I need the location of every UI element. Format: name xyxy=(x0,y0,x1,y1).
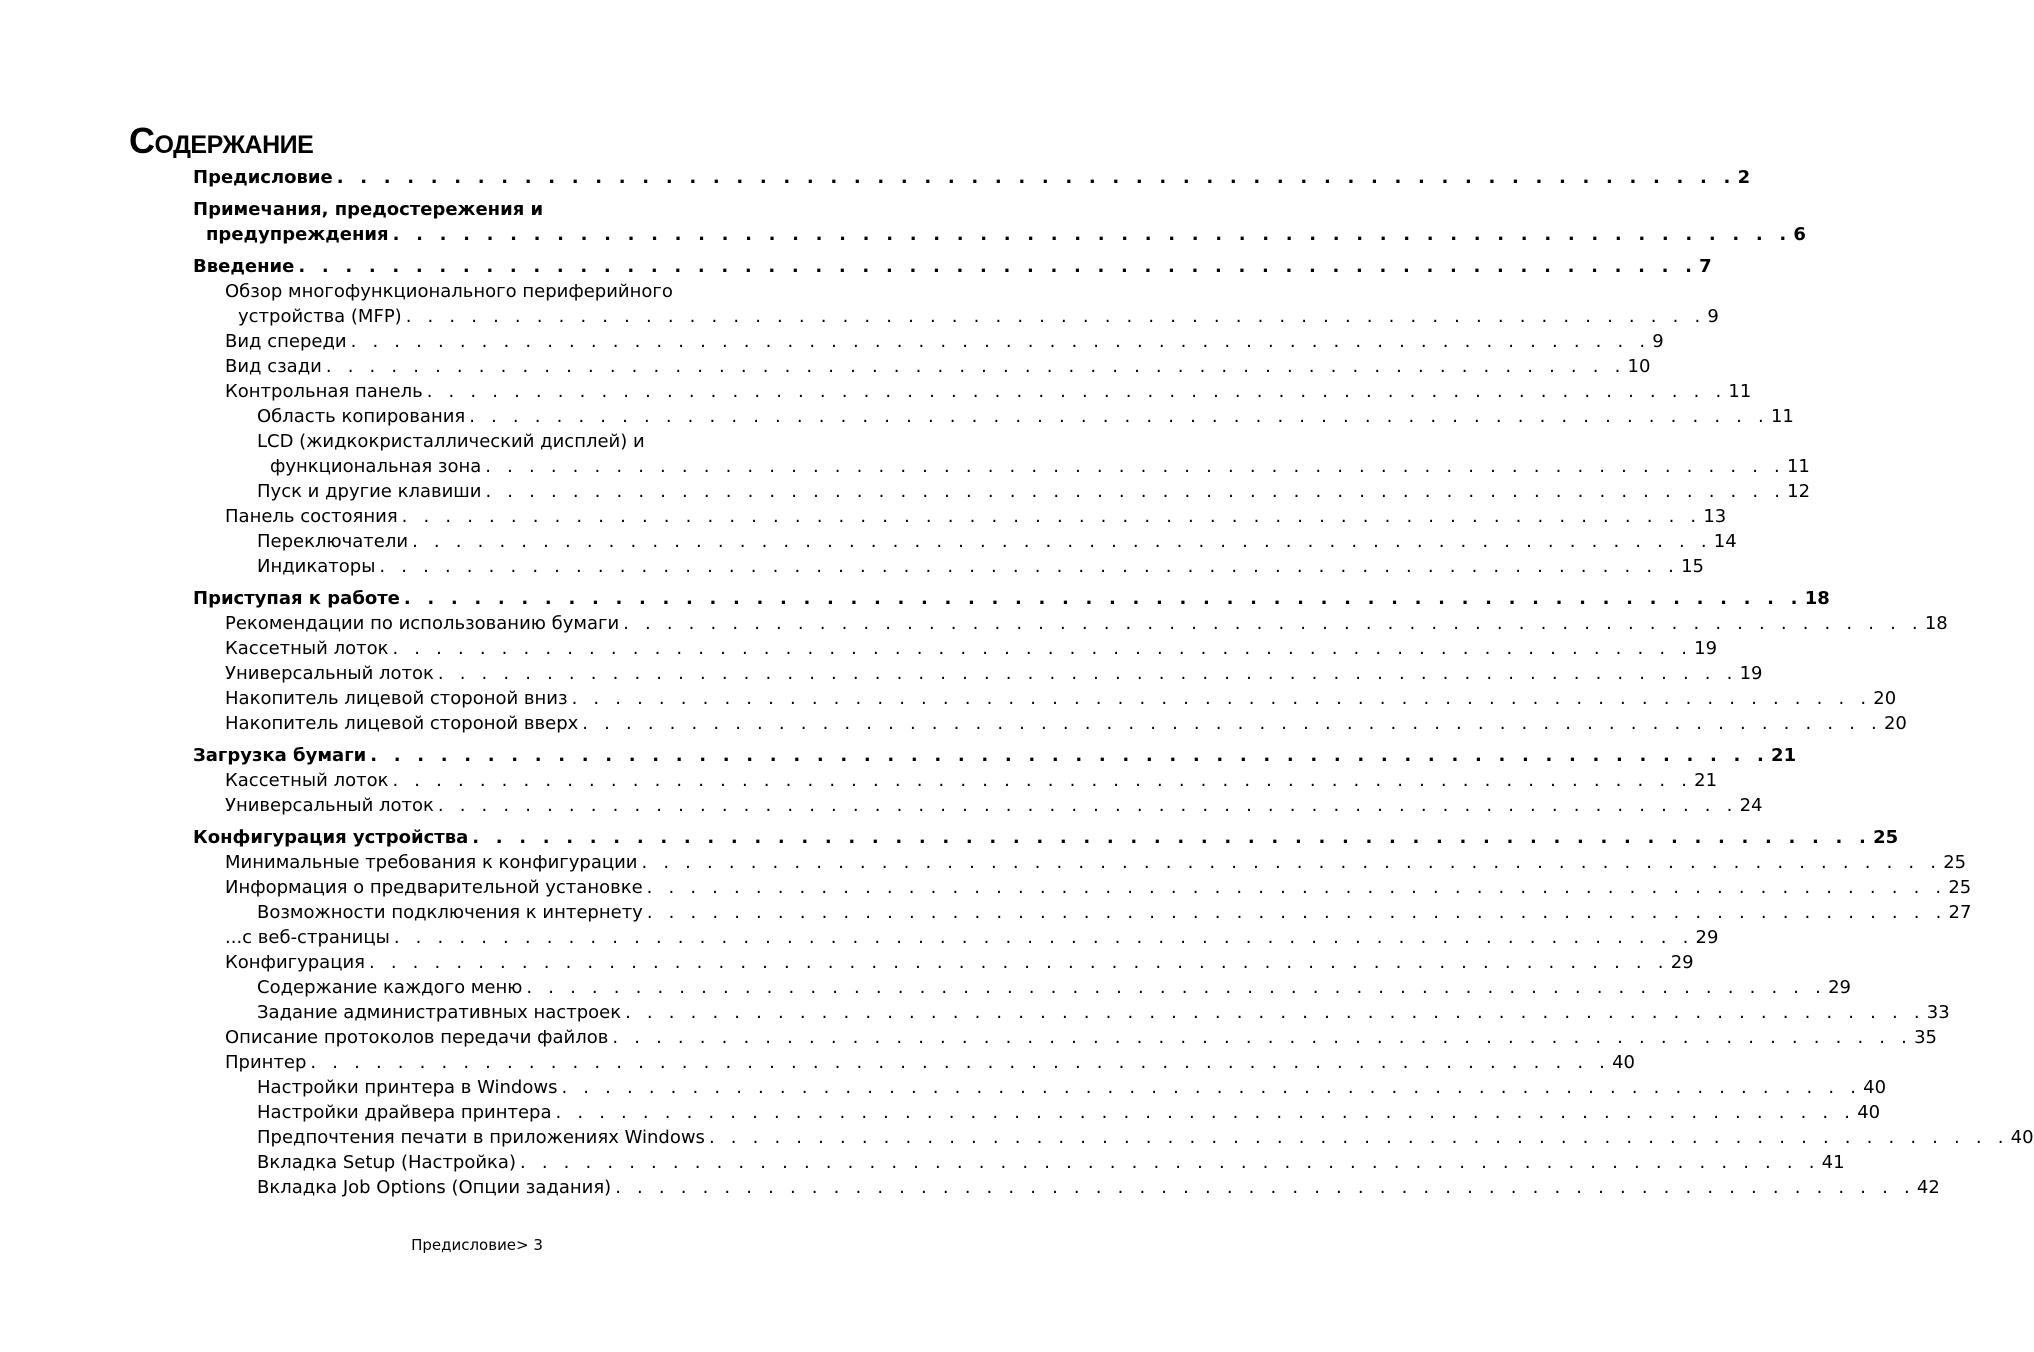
toc-entry-page-number: 20 xyxy=(1883,713,1907,734)
toc-entry-label: Приступая к работе xyxy=(193,588,400,609)
toc-entry[interactable] xyxy=(0,1050,1636,1075)
toc-entry[interactable] xyxy=(0,504,1727,529)
toc-entry-page-number: 14 xyxy=(1713,531,1737,552)
toc-entry-page-number: 20 xyxy=(1873,688,1897,709)
toc-entry-label: Рекомендации по использованию бумаги xyxy=(225,613,620,634)
toc-entry xyxy=(0,429,954,454)
toc-entry[interactable] xyxy=(0,1025,1937,1050)
dot-leader: . . . . . . . . . . . . . . . . . . . . . . . . . . . . . . . . . . . . . . . . . . . . . . . . . . . . . . . . . . . . xyxy=(526,977,1827,998)
toc-entry[interactable] xyxy=(0,222,1806,247)
dot-leader: . . . . . . . . . . . . . . . . . . . . . . . . . . . . . . . . . . . . . . . . . . . . . . . . . . . . . . . . . . . . xyxy=(623,613,1923,634)
toc-entry[interactable] xyxy=(0,793,1763,818)
dot-leader: . . . . . . . . . . . . . . . . . . . . . . . . . . . . . . . . . . . . . . . . . . . . . . . . . . . . . . . . . . . . xyxy=(392,770,1693,791)
toc-entry-label: Конфигурация xyxy=(225,952,365,973)
toc-entry[interactable] xyxy=(0,850,1967,875)
dot-leader: . . . . . . . . . . . . . . . . . . . . . . . . . . . . . . . . . . . . . . . . . . . . . . . . . . . . . . . . . . . . xyxy=(519,1152,1820,1173)
toc-entry[interactable] xyxy=(0,586,1830,611)
dot-leader: . . . . . . . . . . . . . . . . . . . . . . . . . . . . . . . . . . . . . . . . . . . . . . . . . . . . . . . . . . . . xyxy=(485,456,1785,477)
toc-entry-page-number: 19 xyxy=(1739,663,1763,684)
toc-entry-label: Универсальный лоток xyxy=(225,663,434,684)
toc-entry-page-number: 24 xyxy=(1739,795,1763,816)
page-footer xyxy=(0,1236,954,1254)
toc-entry-page-number: 9 xyxy=(1652,331,1664,352)
toc-entry-page-number: 25 xyxy=(1943,852,1967,873)
toc-entry-page-number: 10 xyxy=(1627,356,1651,377)
toc-entry-label: Конфигурация устройства xyxy=(193,827,469,848)
toc-entry-label: Вкладка Setup (Настройка) xyxy=(257,1152,516,1173)
toc-entry[interactable] xyxy=(0,554,1705,579)
toc-entry-label: Информация о предварительной установке xyxy=(225,877,643,898)
dot-leader: . . . . . . . . . . . . . . . . . . . . . . . . . . . . . . . . . . . . . . . . . . . . . . . . . . . . . . . . . . . . xyxy=(582,713,1882,734)
dot-leader: . . . . . . . . . . . . . . . . . . . . . . . . . . . . . . . . . . . . . . . . . . . . . . . . . . . . . . . . . . . . xyxy=(325,356,1626,377)
toc-entry-page-number: 21 xyxy=(1771,745,1797,766)
table-of-contents xyxy=(0,165,2034,1200)
toc-entry[interactable] xyxy=(0,529,1737,554)
toc-entry-label: Введение xyxy=(193,256,295,277)
toc-entry-label: устройства (MFP) xyxy=(238,306,402,327)
toc-entry-page-number: 9 xyxy=(1707,306,1719,327)
dot-leader: . . . . . . . . . . . . . . . . . . . . . . . . . . . . . . . . . . . . . . . . . . . . . . . . . . . . . . . . . . . . xyxy=(403,588,1803,609)
dot-leader: . . . . . . . . . . . . . . . . . . . . . . . . . . . . . . . . . . . . . . . . . . . . . . . . . . . . . . . . . . . . xyxy=(615,1177,1915,1198)
toc-entry[interactable] xyxy=(0,454,1810,479)
dot-leader: . . . . . . . . . . . . . . . . . . . . . . . . . . . . . . . . . . . . . . . . . . . . . . . . . . . . . . . . . . . . xyxy=(708,1127,2009,1148)
toc-entry[interactable] xyxy=(0,1000,1950,1025)
toc-entry-label: Обзор многофункционального периферийного xyxy=(225,281,673,302)
toc-entry[interactable] xyxy=(0,975,1851,1000)
toc-entry-page-number: 19 xyxy=(1694,638,1718,659)
dot-leader: . . . . . . . . . . . . . . . . . . . . . . . . . . . . . . . . . . . . . . . . . . . . . . . . . . . . . . . . . . . . xyxy=(426,381,1727,402)
toc-entry-label: Индикаторы xyxy=(257,556,376,577)
toc-entry-label: Примечания, предостережения и xyxy=(193,199,544,220)
page-title-rest: ОДЕРЖАНИЕ xyxy=(154,131,314,159)
toc-entry-label: Загрузка бумаги xyxy=(193,745,367,766)
toc-entry-page-number: 18 xyxy=(1924,613,1948,634)
toc-entry[interactable] xyxy=(0,1075,1887,1100)
toc-entry xyxy=(0,279,954,304)
dot-leader: . . . . . . . . . . . . . . . . . . . . . . . . . . . . . . . . . . . . . . . . . . . . . . . . . . . . . . . . . . . . xyxy=(571,688,1872,709)
dot-leader: . . . . . . . . . . . . . . . . . . . . . . . . . . . . . . . . . . . . . . . . . . . . . . . . . . . . . . . . . . . . xyxy=(646,877,1947,898)
dot-leader: . . . . . . . . . . . . . . . . . . . . . . . . . . . . . . . . . . . . . . . . . . . . . . . . . . . . . . . . . . . . xyxy=(350,331,1651,352)
toc-entry[interactable] xyxy=(0,636,1718,661)
toc-entry-page-number: 25 xyxy=(1873,827,1899,848)
toc-entry-page-number: 41 xyxy=(1821,1152,1845,1173)
toc-entry-page-number: 15 xyxy=(1681,556,1705,577)
dot-leader: . . . . . . . . . . . . . . . . . . . . . . . . . . . . . . . . . . . . . . . . . . . . . . . . . . . . . . . . . . . . xyxy=(336,167,1736,188)
dot-leader: . . . . . . . . . . . . . . . . . . . . . . . . . . . . . . . . . . . . . . . . . . . . . . . . . . . . . . . . . . . . xyxy=(298,256,1698,277)
dot-leader: . . . . . . . . . . . . . . . . . . . . . . . . . . . . . . . . . . . . . . . . . . . . . . . . . . . . . . . . . . . . xyxy=(641,852,1942,873)
toc-entry-label: Кассетный лоток xyxy=(225,638,389,659)
toc-entry-label: Контрольная панель xyxy=(225,381,423,402)
dot-leader: . . . . . . . . . . . . . . . . . . . . . . . . . . . . . . . . . . . . . . . . . . . . . . . . . . . . . . . . . . . . xyxy=(369,952,1669,973)
toc-entry-label: Область копирования xyxy=(257,406,466,427)
toc-entry-label: Предисловие xyxy=(193,167,333,188)
toc-entry[interactable] xyxy=(0,900,1972,925)
toc-entry[interactable] xyxy=(0,925,1719,950)
toc-entry[interactable] xyxy=(0,1150,1845,1175)
toc-entry-page-number: 29 xyxy=(1695,927,1719,948)
toc-entry-label: ...с веб-страницы xyxy=(225,927,390,948)
dot-leader: . . . . . . . . . . . . . . . . . . . . . . . . . . . . . . . . . . . . . . . . . . . . . . . . . . . . . . . . . . . . xyxy=(412,531,1712,552)
dot-leader: . . . . . . . . . . . . . . . . . . . . . . . . . . . . . . . . . . . . . . . . . . . . . . . . . . . . . . . . . . . . xyxy=(469,406,1769,427)
toc-entry-page-number: 2 xyxy=(1737,167,1751,188)
toc-entry[interactable] xyxy=(0,354,1651,379)
toc-entry-page-number: 40 xyxy=(2010,1127,2034,1148)
dot-leader: . . . . . . . . . . . . . . . . . . . . . . . . . . . . . . . . . . . . . . . . . . . . . . . . . . . . . . . . . . . . xyxy=(393,927,1694,948)
toc-entry-page-number: 29 xyxy=(1828,977,1851,998)
dot-leader: . . . . . . . . . . . . . . . . . . . . . . . . . . . . . . . . . . . . . . . . . . . . . . . . . . . . . . . . . . . . xyxy=(437,663,1738,684)
toc-entry[interactable] xyxy=(0,950,1694,975)
toc-entry-label: Панель состояния xyxy=(225,506,398,527)
toc-entry[interactable] xyxy=(0,825,1899,850)
dot-leader: . . . . . . . . . . . . . . . . . . . . . . . . . . . . . . . . . . . . . . . . . . . . . . . . . . . . . . . . . . . . xyxy=(625,1002,1925,1023)
dot-leader: . . . . . . . . . . . . . . . . . . . . . . . . . . . . . . . . . . . . . . . . . . . . . . . . . . . . . . . . . . . . xyxy=(646,902,1947,923)
toc-entry-page-number: 40 xyxy=(1612,1052,1636,1073)
toc-entry-page-number: 42 xyxy=(1916,1177,1940,1198)
toc-entry-label: предупреждения xyxy=(206,224,389,245)
toc-entry-label: Принтер xyxy=(225,1052,307,1073)
toc-entry-label: Содержание каждого меню xyxy=(257,977,523,998)
dot-leader: . . . . . . . . . . . . . . . . . . . . . . . . . . . . . . . . . . . . . . . . . . . . . . . . . . . . . . . . . . . . xyxy=(310,1052,1611,1073)
toc-entry-label: Накопитель лицевой стороной вниз xyxy=(225,688,568,709)
toc-entry[interactable] xyxy=(0,743,1797,768)
dot-leader: . . . . . . . . . . . . . . . . . . . . . . . . . . . . . . . . . . . . . . . . . . . . . . . . . . . . . . . . . . . . xyxy=(392,224,1792,245)
toc-entry-page-number: 40 xyxy=(1863,1077,1887,1098)
dot-leader: . . . . . . . . . . . . . . . . . . . . . . . . . . . . . . . . . . . . . . . . . . . . . . . . . . . . . . . . . . . . xyxy=(401,506,1702,527)
dot-leader: . . . . . . . . . . . . . . . . . . . . . . . . . . . . . . . . . . . . . . . . . . . . . . . . . . . . . . . . . . . . xyxy=(472,827,1872,848)
toc-entry-label: LCD (жидкокристаллический дисплей) и xyxy=(257,431,645,452)
toc-entry-page-number: 12 xyxy=(1787,481,1811,502)
toc-entry-page-number: 11 xyxy=(1786,456,1810,477)
dot-leader: . . . . . . . . . . . . . . . . . . . . . . . . . . . . . . . . . . . . . . . . . . . . . . . . . . . . . . . . . . . . xyxy=(437,795,1738,816)
dot-leader: . . . . . . . . . . . . . . . . . . . . . . . . . . . . . . . . . . . . . . . . . . . . . . . . . . . . . . . . . . . . xyxy=(370,745,1770,766)
toc-entry-label: функциональная зона xyxy=(270,456,482,477)
toc-entry-page-number: 11 xyxy=(1728,381,1752,402)
toc-entry[interactable] xyxy=(0,768,1718,793)
dot-leader: . . . . . . . . . . . . . . . . . . . . . . . . . . . . . . . . . . . . . . . . . . . . . . . . . . . . . . . . . . . . xyxy=(379,556,1680,577)
toc-entry-page-number: 27 xyxy=(1948,902,1972,923)
toc-entry xyxy=(0,197,954,222)
toc-entry[interactable] xyxy=(0,304,1719,329)
toc-entry-page-number: 11 xyxy=(1770,406,1794,427)
footer-text: Предисловие> 3 xyxy=(411,1236,543,1254)
toc-entry-page-number: 40 xyxy=(1857,1102,1881,1123)
toc-entry[interactable] xyxy=(0,329,1664,354)
toc-entry-page-number: 29 xyxy=(1670,952,1694,973)
toc-entry-label: Вид спереди xyxy=(225,331,347,352)
toc-entry[interactable] xyxy=(0,379,1752,404)
toc-entry-page-number: 7 xyxy=(1699,256,1712,277)
toc-entry-page-number: 18 xyxy=(1804,588,1830,609)
toc-entry[interactable] xyxy=(0,165,1751,190)
toc-entry[interactable] xyxy=(0,1100,1881,1125)
toc-entry-label: Вкладка Job Options (Опции задания) xyxy=(257,1177,612,1198)
dot-leader: . . . . . . . . . . . . . . . . . . . . . . . . . . . . . . . . . . . . . . . . . . . . . . . . . . . . . . . . . . . . xyxy=(392,638,1693,659)
dot-leader: . . . . . . . . . . . . . . . . . . . . . . . . . . . . . . . . . . . . . . . . . . . . . . . . . . . . . . . . . . . . xyxy=(561,1077,1862,1098)
toc-entry-label: Задание административных настроек xyxy=(257,1002,622,1023)
toc-entry-page-number: 33 xyxy=(1926,1002,1950,1023)
page-title xyxy=(129,120,313,162)
dot-leader: . . . . . . . . . . . . . . . . . . . . . . . . . . . . . . . . . . . . . . . . . . . . . . . . . . . . . . . . . . . . xyxy=(612,1027,1913,1048)
toc-entry-label: Возможности подключения к интернету xyxy=(257,902,643,923)
toc-entry-label: Пуск и другие клавиши xyxy=(257,481,482,502)
dot-leader: . . . . . . . . . . . . . . . . . . . . . . . . . . . . . . . . . . . . . . . . . . . . . . . . . . . . . . . . . . . . xyxy=(555,1102,1856,1123)
dot-leader: . . . . . . . . . . . . . . . . . . . . . . . . . . . . . . . . . . . . . . . . . . . . . . . . . . . . . . . . . . . . xyxy=(485,481,1786,502)
toc-entry[interactable] xyxy=(0,479,1811,504)
toc-entry-page-number: 13 xyxy=(1703,506,1727,527)
toc-entry[interactable] xyxy=(0,1125,2034,1150)
toc-entry-label: Универсальный лоток xyxy=(225,795,434,816)
toc-entry-label: Вид сзади xyxy=(225,356,322,377)
toc-entry-label: Кассетный лоток xyxy=(225,770,389,791)
toc-entry-label: Настройки драйвера принтера xyxy=(257,1102,552,1123)
toc-entry[interactable] xyxy=(0,611,1948,636)
toc-entry-page-number: 6 xyxy=(1793,224,1806,245)
toc-entry-label: Описание протоколов передачи файлов xyxy=(225,1027,609,1048)
toc-entry[interactable] xyxy=(0,1175,1940,1200)
toc-entry[interactable] xyxy=(0,404,1794,429)
toc-entry-label: Настройки принтера в Windows xyxy=(257,1077,558,1098)
toc-entry-label: Накопитель лицевой стороной вверх xyxy=(225,713,579,734)
toc-entry-label: Минимальные требования к конфигурации xyxy=(225,852,638,873)
dot-leader: . . . . . . . . . . . . . . . . . . . . . . . . . . . . . . . . . . . . . . . . . . . . . . . . . . . . . . . . . . . . xyxy=(405,306,1706,327)
toc-entry[interactable] xyxy=(0,875,1972,900)
page-title-initial: С xyxy=(129,120,155,161)
toc-entry-label: Переключатели xyxy=(257,531,409,552)
toc-entry[interactable] xyxy=(0,686,1897,711)
toc-entry-page-number: 25 xyxy=(1948,877,1972,898)
toc-entry-page-number: 21 xyxy=(1694,770,1718,791)
toc-entry-page-number: 35 xyxy=(1914,1027,1937,1048)
toc-entry[interactable] xyxy=(0,711,1907,736)
toc-entry-label: Предпочтения печати в приложениях Windows xyxy=(257,1127,705,1148)
toc-entry[interactable] xyxy=(0,254,1712,279)
toc-entry[interactable] xyxy=(0,661,1763,686)
